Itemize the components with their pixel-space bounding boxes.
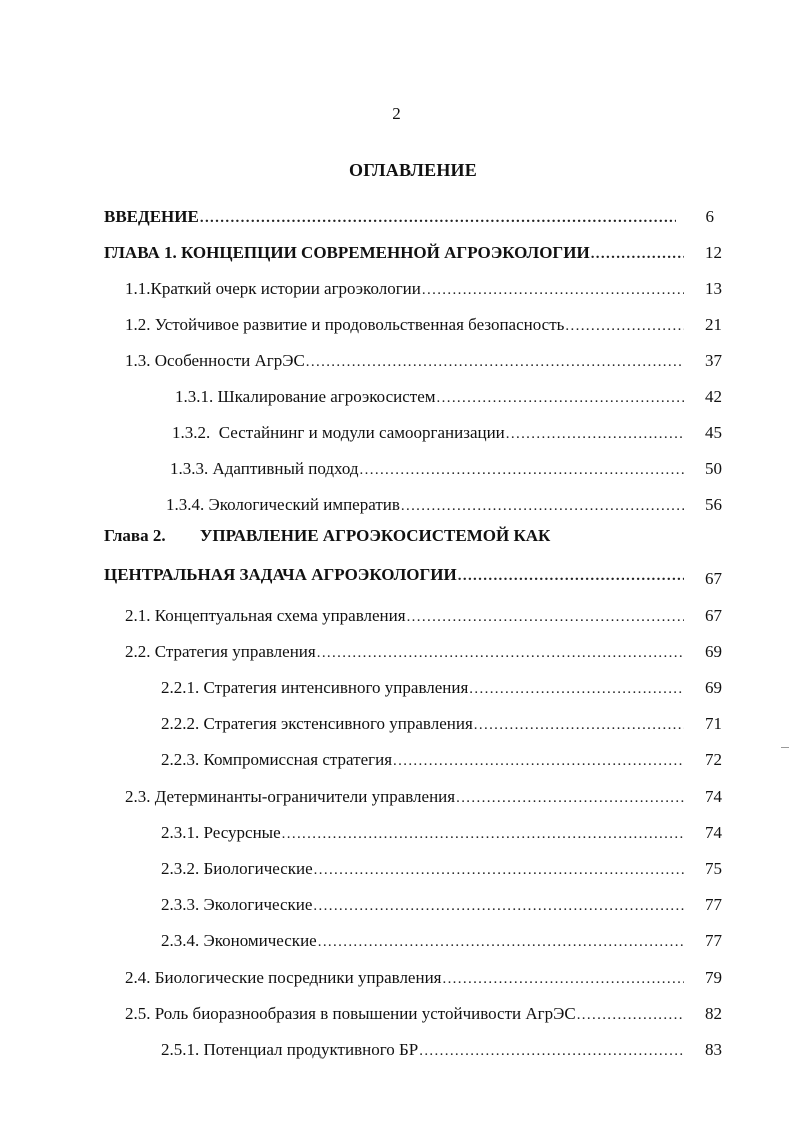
toc-entry-label: 2.2.2. Стратегия экстенсивного управления xyxy=(161,714,473,733)
toc-entry-page: 50 xyxy=(705,459,722,478)
chapter-2-prefix: Глава 2. xyxy=(104,526,166,545)
toc-entry-page: 71 xyxy=(705,714,722,733)
toc-title: ОГЛАВЛЕНИЕ xyxy=(349,160,477,180)
leader-dots xyxy=(407,605,684,628)
leader-dots xyxy=(469,677,684,700)
toc-entry-page: 69 xyxy=(705,642,722,661)
toc-entry-label: 2.3.3. Экологические xyxy=(161,895,313,914)
toc-entry-2-2-2[interactable] xyxy=(161,712,722,736)
toc-entry-label: ВВЕДЕНИЕ xyxy=(104,207,199,226)
leader-dots xyxy=(393,749,684,772)
toc-entry-page: 37 xyxy=(705,351,722,370)
toc-entry-2-1[interactable] xyxy=(125,604,722,628)
leader-dots xyxy=(422,278,684,301)
leader-dots xyxy=(282,822,684,845)
leader-dots xyxy=(474,713,684,736)
toc-entry-page: 74 xyxy=(705,787,722,806)
toc-entry-page: 13 xyxy=(705,279,722,298)
toc-entry-2-3-1[interactable] xyxy=(161,821,722,845)
toc-entry-page: 12 xyxy=(705,243,722,262)
toc-entry-2-5-1[interactable] xyxy=(161,1038,722,1062)
leader-dots xyxy=(565,314,684,337)
toc-entry-label: 1.2. Устойчивое развитие и продовольственная безопасность xyxy=(125,315,565,334)
leader-dots xyxy=(313,894,684,917)
toc-entry-page: 77 xyxy=(705,931,722,950)
toc-entry-page: 21 xyxy=(705,315,722,334)
toc-entry-2-5[interactable] xyxy=(125,1002,722,1026)
toc-entry-page: 67 xyxy=(705,569,722,587)
leader-dots xyxy=(437,386,684,409)
leader-dots xyxy=(360,458,684,481)
toc-entry-page: 45 xyxy=(705,423,722,442)
leader-dots xyxy=(318,930,684,953)
toc-entry-chapter-1[interactable] xyxy=(104,241,722,265)
toc-entry-label: 1.3. Особенности АгрЭС xyxy=(125,351,305,370)
leader-dots xyxy=(306,350,684,373)
toc-entry-label: 1.3.3. Адаптивный подход xyxy=(170,459,359,478)
leader-dots xyxy=(314,858,684,881)
leader-dots xyxy=(577,1003,684,1026)
toc-entry-page: 74 xyxy=(705,823,722,842)
chapter-2-title-line1: УПРАВЛЕНИЕ АГРОЭКОСИСТЕМОЙ КАК xyxy=(199,526,551,545)
toc-entry-label: 2.3. Детерминанты-ограничители управления xyxy=(125,787,456,806)
toc-entry-label: 2.2.1. Стратегия интенсивного управления xyxy=(161,678,469,697)
toc-entry-page: 79 xyxy=(705,968,722,987)
toc-entry-1-3-1[interactable] xyxy=(175,385,722,409)
toc-entry-introduction[interactable] xyxy=(104,205,714,229)
toc-entry-2-2[interactable] xyxy=(125,640,722,664)
toc-entry-page: 77 xyxy=(705,895,722,914)
toc-entry-label: 2.3.2. Биологические xyxy=(161,859,313,878)
leader-dots xyxy=(200,206,676,229)
toc-entry-page: 42 xyxy=(705,387,722,406)
toc-entry-label: 1.3.1. Шкалирование агроэкосистем xyxy=(175,387,436,406)
toc-entry-1-3-4[interactable] xyxy=(166,493,722,517)
toc-entry-page: 83 xyxy=(705,1040,722,1059)
toc-entry-2-3-2[interactable] xyxy=(161,857,722,881)
page-number: 2 xyxy=(392,104,401,123)
toc-entry-2-3[interactable] xyxy=(125,785,722,809)
toc-entry-label: 2.4. Биологические посредники управления xyxy=(125,968,442,987)
toc-entry-label: 2.5. Роль биоразнообразия в повышении устойчивости АгрЭС xyxy=(125,1004,576,1023)
leader-dots xyxy=(456,786,684,809)
toc-entry-label: 2.3.4. Экономические xyxy=(161,931,317,950)
leader-dots xyxy=(317,641,684,664)
toc-entry-2-3-3[interactable] xyxy=(161,893,722,917)
leader-dots xyxy=(419,1039,684,1062)
toc-entry-page: 69 xyxy=(705,678,722,697)
toc-entry-2-2-3[interactable] xyxy=(161,748,722,772)
toc-entry-label: 2.2. Стратегия управления xyxy=(125,642,316,661)
leader-dots xyxy=(591,242,684,265)
toc-entry-chapter-2-heading[interactable] xyxy=(104,526,550,546)
toc-entry-label: 1.1.Краткий очерк истории агроэкологии xyxy=(125,279,421,298)
toc-entry-page: 6 xyxy=(705,207,714,226)
toc-entry-1-3[interactable] xyxy=(125,349,722,373)
toc-entry-label: 2.2.3. Компромиссная стратегия xyxy=(161,750,393,769)
toc-entry-label: 2.3.1. Ресурсные xyxy=(161,823,281,842)
toc-entry-2-3-4[interactable] xyxy=(161,929,722,953)
toc-entry-chapter-2[interactable] xyxy=(104,563,722,587)
toc-entry-label: 2.5.1. Потенциал продуктивного БР xyxy=(161,1040,419,1059)
leader-dots xyxy=(401,494,684,517)
toc-entry-1-3-2[interactable] xyxy=(172,421,722,445)
toc-entry-label: 1.3.4. Экологический императив xyxy=(166,495,400,514)
leader-dots xyxy=(458,564,684,587)
toc-entry-page: 56 xyxy=(705,495,722,514)
toc-entry-2-2-1[interactable] xyxy=(161,676,722,700)
toc-entry-1-1[interactable] xyxy=(125,277,722,301)
toc-entry-1-2[interactable] xyxy=(125,313,722,337)
toc-entry-label: 1.3.2. Сестайнинг и модули самоорганизации xyxy=(172,423,505,442)
toc-entry-page: 67 xyxy=(705,606,722,625)
toc-entry-page: 72 xyxy=(705,750,722,769)
toc-entry-page: 75 xyxy=(705,859,722,878)
toc-entry-2-4[interactable] xyxy=(125,966,722,990)
leader-dots xyxy=(506,422,684,445)
toc-entry-1-3-3[interactable] xyxy=(170,457,722,481)
toc-entry-label: 2.1. Концептуальная схема управления xyxy=(125,606,406,625)
scan-artifact xyxy=(781,747,789,748)
chapter-2-title-line2: ЦЕНТРАЛЬНАЯ ЗАДАЧА АГРОЭКОЛОГИИ xyxy=(104,565,457,584)
toc-entry-page: 82 xyxy=(705,1004,722,1023)
leader-dots xyxy=(442,967,684,990)
toc-entry-label: ГЛАВА 1. КОНЦЕПЦИИ СОВРЕМЕННОЙ АГРОЭКОЛОГИИ xyxy=(104,243,590,262)
